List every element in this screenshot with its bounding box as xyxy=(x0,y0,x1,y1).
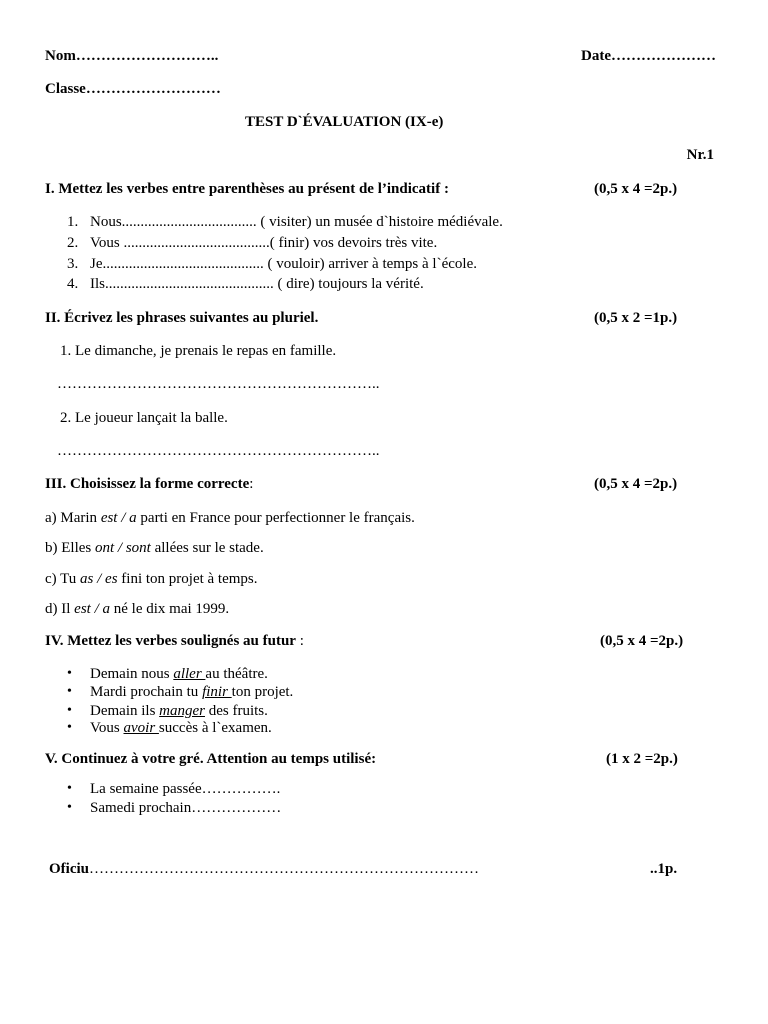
date-field: Date………………… xyxy=(581,48,716,64)
bullet-icon: • xyxy=(67,666,72,681)
section4-points: (0,5 x 4 =2p.) xyxy=(600,633,684,649)
section2-sentence: 1. Le dimanche, je prenais le repas en famille. xyxy=(60,343,337,359)
class-field: Classe……………………… xyxy=(45,81,221,97)
item-suffix: né le dix mai 1999. xyxy=(110,601,230,617)
item-suffix: des fruits. xyxy=(204,703,268,719)
section4-colon: : xyxy=(295,633,304,649)
section3-points: (0,5 x 4 =2p.) xyxy=(594,476,678,492)
section1-item: Vous .......................................( finir) vos devoirs très vite. xyxy=(90,235,438,251)
test-title: TEST D`ÉVALUATION (IX-e) xyxy=(245,114,444,130)
item-prefix: Vous xyxy=(90,720,124,736)
item-choice: ont / sont xyxy=(95,540,151,556)
section3-item xyxy=(45,570,258,588)
bullet-icon: • xyxy=(67,800,72,815)
section4-item xyxy=(90,683,293,701)
section1-item: Nous.................................... ( visiter) un musée d`histoire médiévale. xyxy=(90,214,503,230)
item-suffix: succès à l`examen. xyxy=(158,720,272,736)
underlined-verb: finir xyxy=(202,684,232,700)
section1-item-number: 4. xyxy=(67,276,79,292)
item-prefix: Demain nous xyxy=(90,666,174,682)
item-choice: est / a xyxy=(74,601,111,617)
item-prefix: d) Il xyxy=(45,601,75,617)
section5-heading: V. Continuez à votre gré. Attention au temps utilisé: xyxy=(45,751,377,767)
section1-item-number: 2. xyxy=(67,235,79,251)
section3-item xyxy=(45,509,415,527)
item-prefix: b) Elles xyxy=(45,540,95,556)
section4-item xyxy=(90,665,268,683)
section5-item: La semaine passée……………. xyxy=(90,781,281,797)
section5-points: (1 x 2 =2p.) xyxy=(606,751,678,767)
oficiu-row xyxy=(49,860,479,878)
section1-item: Ils............................................. ( dire) toujours la vérité. xyxy=(90,276,424,292)
section5-item: Samedi prochain……………… xyxy=(90,800,282,816)
section4-item xyxy=(90,702,268,720)
underlined-verb: avoir xyxy=(123,720,159,736)
item-suffix: allées sur le stade. xyxy=(150,540,264,556)
section2-answer-line: ……………………………………………………….. xyxy=(57,443,380,459)
section1-item: Je........................................... ( vouloir) arriver à temps à l`école. xyxy=(90,256,477,272)
item-choice: as / es xyxy=(80,571,118,587)
bullet-icon: • xyxy=(67,781,72,796)
item-choice: est / a xyxy=(100,510,137,526)
section1-points: (0,5 x 4 =2p.) xyxy=(594,181,678,197)
test-number: Nr.1 xyxy=(686,147,714,163)
section1-item-number: 3. xyxy=(67,256,79,272)
section4-heading-row xyxy=(45,632,304,650)
item-suffix: fini ton projet à temps. xyxy=(117,571,258,587)
section4-heading: IV. Mettez les verbes soulignés au futur xyxy=(45,633,296,649)
section1-item-number: 1. xyxy=(67,214,79,230)
section3-item xyxy=(45,539,264,557)
item-prefix: Demain ils xyxy=(90,703,160,719)
section2-points: (0,5 x 2 =1p.) xyxy=(594,310,678,326)
underlined-verb: aller xyxy=(173,666,206,682)
item-prefix: c) Tu xyxy=(45,571,81,587)
section4-item xyxy=(90,719,272,737)
oficiu-label: Oficiu xyxy=(49,861,89,877)
bullet-icon: • xyxy=(67,720,72,735)
bullet-icon: • xyxy=(67,703,72,718)
section3-heading-row xyxy=(45,475,253,493)
oficiu-line: …………………………………………………………………… xyxy=(89,861,479,877)
section3-colon: : xyxy=(249,476,254,492)
item-suffix: au théâtre. xyxy=(205,666,268,682)
item-suffix: parti en France pour perfectionner le français. xyxy=(136,510,415,526)
item-prefix: Mardi prochain tu xyxy=(90,684,203,700)
section3-heading: III. Choisissez la forme correcte xyxy=(45,476,250,492)
section2-heading: II. Écrivez les phrases suivantes au pluriel. xyxy=(45,310,319,326)
item-prefix: a) Marin xyxy=(45,510,101,526)
section2-answer-line: ……………………………………………………….. xyxy=(57,376,380,392)
oficiu-points: ..1p. xyxy=(650,861,678,877)
section2-sentence: 2. Le joueur lançait la balle. xyxy=(60,410,228,426)
underlined-verb: manger xyxy=(159,703,205,719)
section1-heading: I. Mettez les verbes entre parenthèses au présent de l’indicatif : xyxy=(45,181,449,197)
name-field: Nom……………………….. xyxy=(45,48,219,64)
bullet-icon: • xyxy=(67,684,72,699)
item-suffix: ton projet. xyxy=(231,684,294,700)
section3-item xyxy=(45,600,229,618)
